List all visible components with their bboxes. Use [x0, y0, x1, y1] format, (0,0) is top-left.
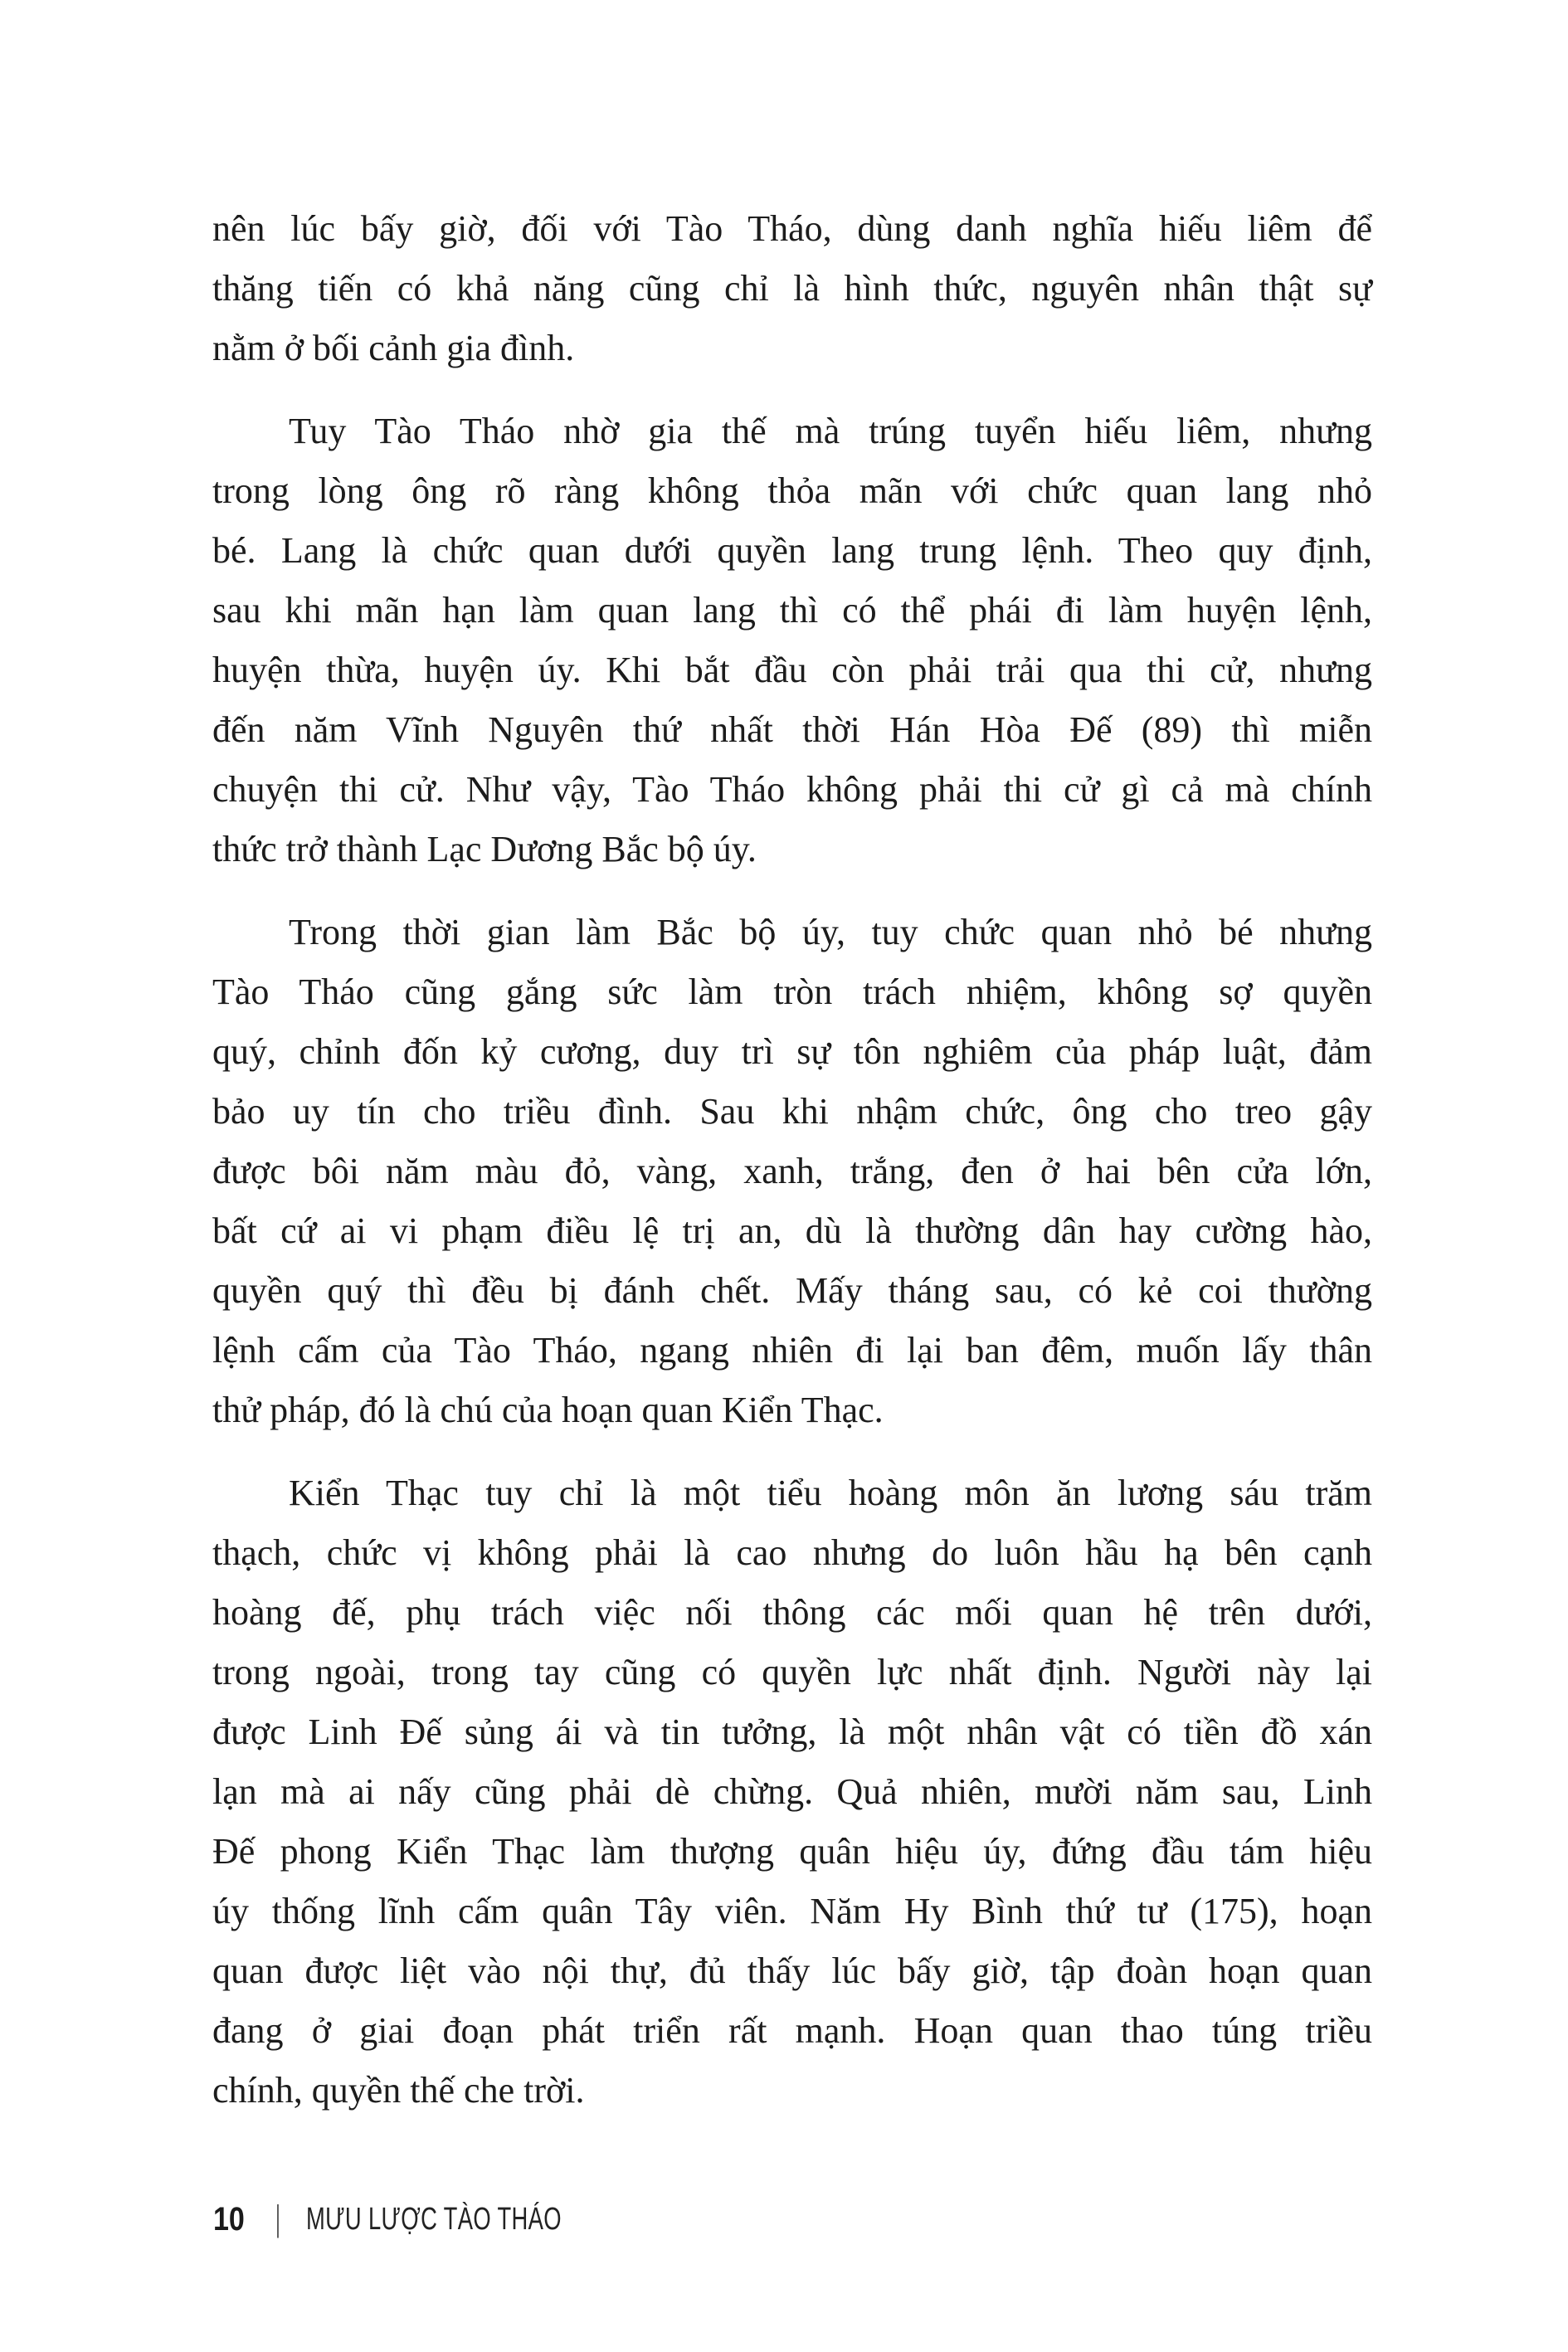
- text-line: lạn mà ai nấy cũng phải dè chừng. Quả nhiên, mười năm sau, Linh: [212, 1771, 1372, 1812]
- text-line: đến năm Vĩnh Nguyên thứ nhất thời Hán Hòa Đế (89) thì miễn: [212, 709, 1372, 750]
- paragraph: [212, 199, 1372, 378]
- text-line: quý, chỉnh đốn kỷ cương, duy trì sự tôn nghiêm của pháp luật, đảm: [212, 1031, 1372, 1072]
- paragraph: [212, 903, 1372, 1440]
- book-title: MƯU LƯỢC TÀO THÁO: [306, 2201, 562, 2237]
- text-line: lệnh cấm của Tào Tháo, ngang nhiên đi lại ban đêm, muốn lấy thân: [212, 1330, 1372, 1371]
- text-line: hoàng đế, phụ trách việc nối thông các mối quan hệ trên dưới,: [212, 1592, 1372, 1633]
- paragraph: [212, 402, 1372, 879]
- page-footer: [213, 2200, 661, 2238]
- text-line: thức trở thành Lạc Dương Bắc bộ úy.: [212, 829, 757, 869]
- text-line: Tào Tháo cũng gắng sức làm tròn trách nhiệm, không sợ quyền: [212, 971, 1372, 1012]
- text-line: nên lúc bấy giờ, đối với Tào Tháo, dùng danh nghĩa hiếu liêm để: [212, 208, 1372, 249]
- text-line: bất cứ ai vi phạm điều lệ trị an, dù là thường dân hay cường hào,: [212, 1210, 1372, 1251]
- text-line: nằm ở bối cảnh gia đình.: [212, 328, 575, 368]
- text-line: trong lòng ông rõ ràng không thỏa mãn với chức quan lang nhỏ: [212, 470, 1372, 511]
- text-line: Đế phong Kiển Thạc làm thượng quân hiệu úy, đứng đầu tám hiệu: [212, 1831, 1372, 1872]
- text-block: [212, 199, 1372, 2121]
- text-line: Trong thời gian làm Bắc bộ úy, tuy chức quan nhỏ bé nhưng: [289, 912, 1372, 952]
- text-line: quyền quý thì đều bị đánh chết. Mấy tháng sau, có kẻ coi thường: [212, 1270, 1372, 1311]
- text-line: quan được liệt vào nội thự, đủ thấy lúc bấy giờ, tập đoàn hoạn quan: [212, 1950, 1372, 1991]
- text-line: thăng tiến có khả năng cũng chỉ là hình thức, nguyên nhân thật sự: [212, 268, 1372, 309]
- text-line: đang ở giai đoạn phát triển rất mạnh. Hoạn quan thao túng triều: [212, 2010, 1372, 2051]
- text-line: thạch, chức vị không phải là cao nhưng do luôn hầu hạ bên cạnh: [212, 1532, 1372, 1573]
- text-line: được Linh Đế sủng ái và tin tưởng, là một nhân vật có tiền đồ xán: [212, 1712, 1372, 1752]
- text-line: sau khi mãn hạn làm quan lang thì có thể phái đi làm huyện lệnh,: [212, 590, 1372, 631]
- text-line: Kiển Thạc tuy chỉ là một tiểu hoàng môn ăn lương sáu trăm: [289, 1473, 1372, 1513]
- text-line: được bôi năm màu đỏ, vàng, xanh, trắng, đen ở hai bên cửa lớn,: [212, 1151, 1372, 1191]
- text-line: bé. Lang là chức quan dưới quyền lang trung lệnh. Theo quy định,: [212, 530, 1372, 571]
- text-line: chuyện thi cử. Như vậy, Tào Tháo không phải thi cử gì cả mà chính: [212, 769, 1372, 810]
- text-line: trong ngoài, trong tay cũng có quyền lực nhất định. Người này lại: [212, 1652, 1372, 1692]
- text-line: thử pháp, đó là chú của hoạn quan Kiển Thạc.: [212, 1390, 884, 1430]
- text-line: Tuy Tào Tháo nhờ gia thế mà trúng tuyển hiếu liêm, nhưng: [289, 411, 1372, 451]
- text-line: huyện thừa, huyện úy. Khi bắt đầu còn phải trải qua thi cử, nhưng: [212, 650, 1372, 690]
- text-line: chính, quyền thế che trời.: [212, 2070, 585, 2111]
- footer-separator: |: [275, 2199, 280, 2239]
- paragraph: [212, 1463, 1372, 2121]
- text-line: úy thống lĩnh cấm quân Tây viên. Năm Hy Bình thứ tư (175), hoạn: [212, 1891, 1372, 1931]
- text-line: bảo uy tín cho triều đình. Sau khi nhậm chức, ông cho treo gậy: [212, 1091, 1372, 1132]
- page-number: 10: [213, 2200, 245, 2238]
